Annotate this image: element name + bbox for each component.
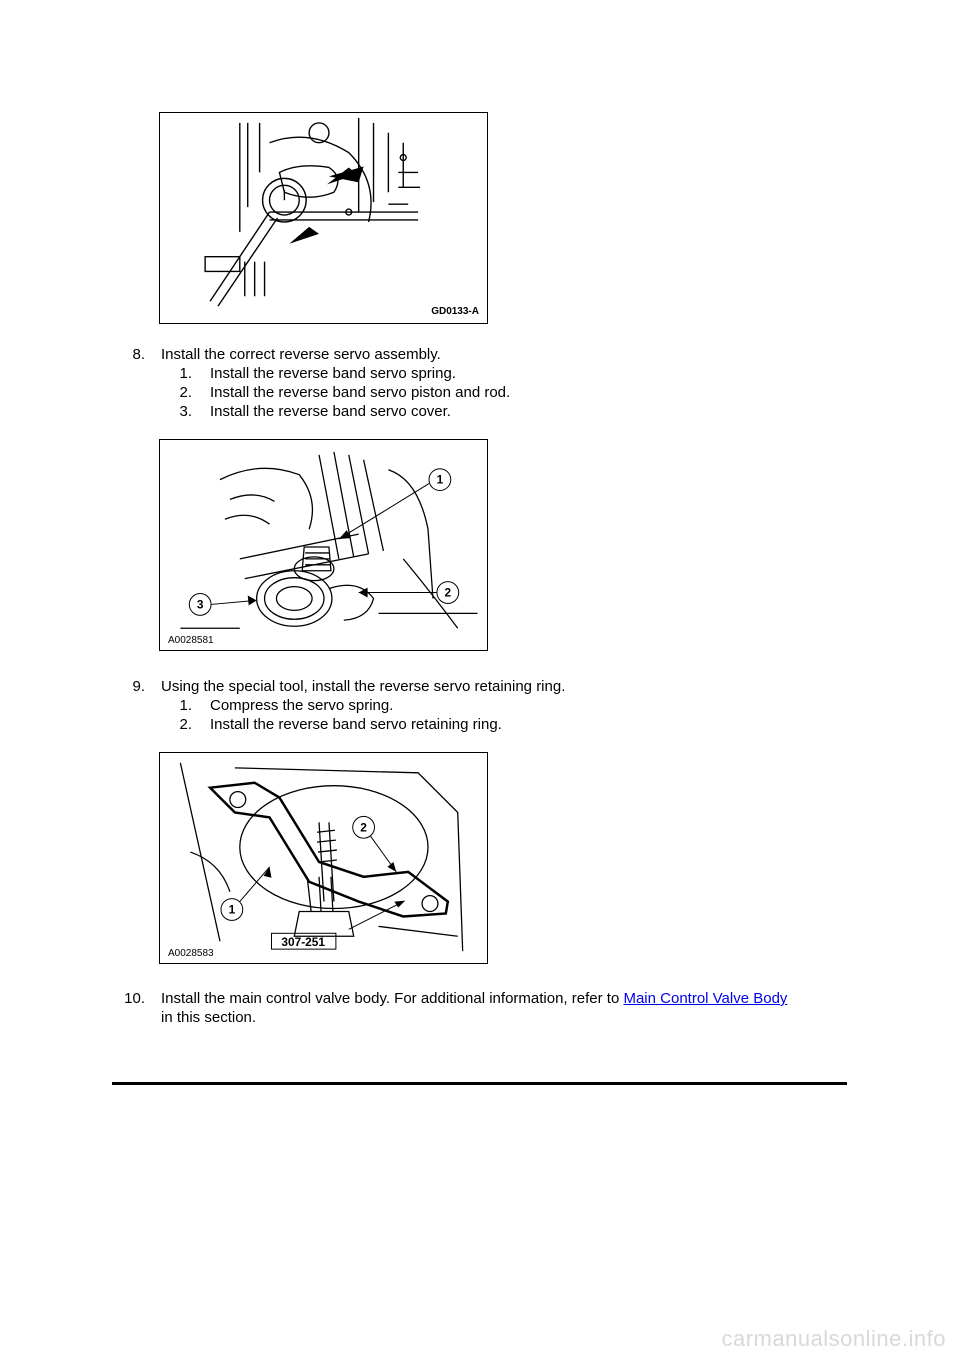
substep-8-3 — [172, 402, 772, 421]
substep-number: 2. — [179, 716, 192, 733]
step-text — [161, 989, 787, 1008]
substep-8-2 — [172, 383, 772, 402]
step-text-continuation: in this section. — [161, 1009, 257, 1026]
step-number: 9. — [132, 678, 145, 695]
figure-servo-assembly — [159, 439, 488, 651]
callout-2: 2 — [360, 820, 367, 835]
special-tool-illustration — [160, 753, 487, 963]
step-text-before-link: Install the main control valve body. For additional information, refer to — [161, 990, 620, 1007]
step-number: 10. — [124, 990, 145, 1007]
section-divider — [112, 1082, 847, 1085]
substep-text: Compress the servo spring. — [210, 697, 394, 714]
substep-number: 2. — [179, 384, 192, 401]
substep-number: 1. — [179, 697, 192, 714]
servo-assembly-illustration — [160, 440, 487, 650]
substep-9-1 — [172, 696, 772, 715]
figure-special-tool — [159, 752, 488, 964]
step-8 — [105, 345, 805, 364]
callout-2: 2 — [444, 585, 452, 600]
figure-servo-tool — [159, 112, 488, 324]
substep-text: Install the reverse band servo spring. — [210, 365, 456, 382]
step-text: Using the special tool, install the reverse servo retaining ring. — [161, 678, 566, 695]
figure-code: A0028583 — [168, 948, 214, 959]
step-9 — [105, 677, 805, 696]
figure-code: GD0133-A — [431, 306, 479, 317]
callout-3: 3 — [196, 597, 204, 612]
substep-9-2 — [172, 715, 772, 734]
step-10 — [105, 989, 865, 1027]
substep-number: 3. — [179, 403, 192, 420]
tool-label: 307-251 — [281, 935, 325, 950]
substep-text: Install the reverse band servo piston and rod. — [210, 384, 511, 401]
servo-tool-illustration — [160, 113, 487, 323]
step-text: Install the correct reverse servo assembly. — [161, 346, 441, 363]
substep-text: Install the reverse band servo cover. — [210, 403, 451, 420]
main-control-valve-body-link[interactable]: Main Control Valve Body — [623, 990, 788, 1007]
callout-1: 1 — [436, 472, 444, 487]
substep-number: 1. — [179, 365, 192, 382]
watermark: carmanualsonline.info — [721, 1326, 946, 1351]
substep-text: Install the reverse band servo retaining ring. — [210, 716, 502, 733]
callout-1: 1 — [228, 902, 236, 917]
step-number: 8. — [132, 346, 145, 363]
figure-code: A0028581 — [168, 635, 214, 646]
substep-8-1 — [172, 364, 772, 383]
